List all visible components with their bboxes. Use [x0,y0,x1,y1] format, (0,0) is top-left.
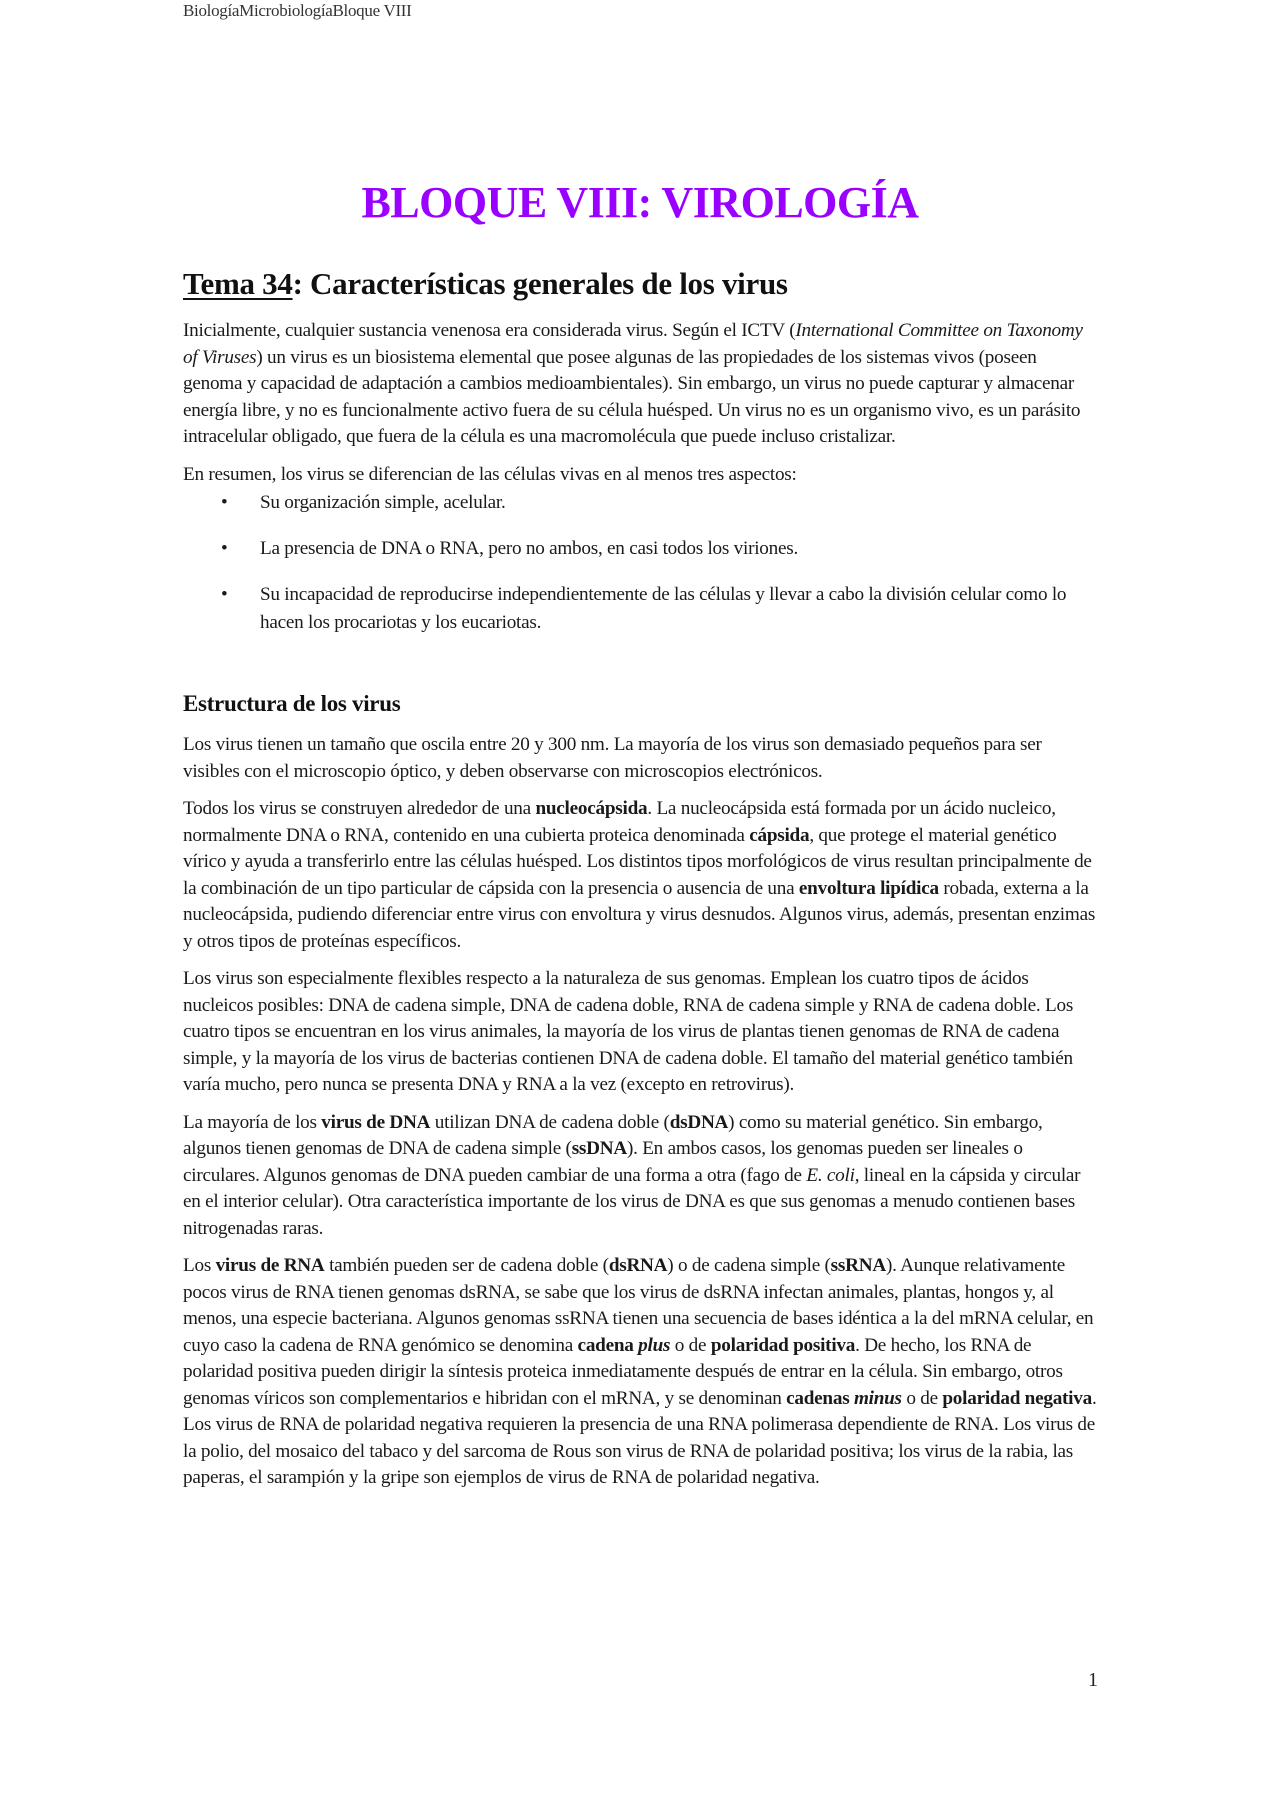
paragraph-rna-viruses: Los virus de RNA también pueden ser de cadena doble (dsRNA) o de cadena simple (ssRNA). Aunque relativamente pocos virus de RNA tienen genomas dsRNA, se sabe que los virus de dsRNA infectan animales, plantas, hongos y, al menos, una especie bacteriana. Algunos genomas ssRNA tienen una secuencia de bases idéntica a la del mRNA celular, en cuyo caso la cadena de RNA genómico se denomina cadena plus o de polaridad positiva. De hecho, los RNA de polaridad positiva pueden dirigir la síntesis proteica inmediatamente después de entrar en la célula. Sin embargo, otros genomas víricos son complementarios e hibridan con el mRNA, y se denominan cadenas minus o de polaridad negativa. Los virus de RNA de polaridad negativa requieren la presencia de una RNA polimerasa dependiente de RNA. Los virus de la polio, del mosaico del tabaco y del sarcoma de Rous son virus de RNA de polaridad positiva; los virus de la rabia, las paperas, el sarampión y la gripe son ejemplos de virus de RNA de polaridad negativa. [183,1255,1097,1488]
list-item [183,489,1098,517]
list-item [183,535,1098,563]
bold-term: polaridad positiva [710,1334,856,1356]
bold-term: minus [853,1387,902,1409]
document-title: BLOQUE VIII: VIROLOGÍA [361,178,919,228]
bold-term: ssDNA [571,1138,627,1159]
list-item [183,581,1098,637]
tema-title: : Características generales de los virus [292,266,788,301]
bold-term: cápsida [749,824,810,846]
italic-text: International Committee on Taxonomy of Viruses [183,320,1083,368]
section-heading: Estructura de los virus [183,691,401,716]
bold-term: polaridad negativa [942,1387,1092,1409]
running-header: BiologíaMicrobiologíaBloque VIII [183,1,412,20]
list-item-text: La presencia de DNA o RNA, pero no ambos, en casi todos los viriones. [260,538,799,559]
bold-term: envoltura lipídica [798,877,939,899]
bold-term: plus [638,1334,671,1356]
paragraph-size: Los virus tienen un tamaño que oscila entre 20 y 300 nm. La mayoría de los virus son demasiado pequeños para ser visibles con el microscopio óptico, y deben observarse con microscopios electrónicos. [183,734,1042,782]
aspects-list [183,489,1098,637]
bold-term: cadena [577,1334,639,1356]
bold-term: cadenas [786,1387,854,1409]
intro-paragraph: Inicialmente, cualquier sustancia venenosa era considerada virus. Según el ICTV (International Committee on Taxonomy of Viruses) un virus es un biosistema elemental que posee algunas de las propiedades de los sistemas vivos (poseen genoma y capacidad de adaptación a cambios medioambientales). Sin embargo, un virus no puede capturar y almacenar energía libre, y no es funcionalmente activo fuera de su célula huésped. Un virus no es un organismo vivo, es un parásito intracelular obligado, que fuera de la célula es una macromolécula que puede incluso cristalizar. [183,320,1083,447]
bold-term: virus de DNA [321,1111,431,1133]
page-number: 1 [1088,1669,1098,1691]
bullet-icon: • [221,584,228,605]
bold-term: dsRNA [608,1255,668,1276]
bold-term: ssRNA [830,1255,886,1276]
italic-text: E. coli [806,1164,855,1186]
paragraph-nucleocapsid: Todos los virus se construyen alrededor de una nucleocápsida. La nucleocápsida está formada por un ácido nucleico, normalmente DNA o RNA, contenido en una cubierta proteica denominada cápsida, que protege el material genético vírico y ayuda a transferirlo entre las células huésped. Los distintos tipos morfológicos de virus resultan principalmente de la combinación de un tipo particular de cápsida con la presencia o ausencia de una envoltura lipídica robada, externa a la nucleocápsida, pudiendo diferenciar entre virus con envoltura y virus desnudos. Algunos virus, además, presentan enzimas y otros tipos de proteínas específicos. [183,798,1096,952]
bold-term: nucleocápsida [535,798,648,819]
bullet-icon: • [221,538,228,559]
bullet-icon: • [221,492,228,513]
paragraph-dna-viruses: La mayoría de los virus de DNA utilizan DNA de cadena doble (dsDNA) como su material genético. Sin embargo, algunos tienen genomas de DNA de cadena simple (ssDNA). En ambos casos, los genomas pueden ser lineales o circulares. Algunos genomas de DNA pueden cambiar de una forma a otra (fago de E. coli, lineal en la cápsida y circular en el interior celular). Otra característica importante de los virus de DNA es que sus genomas a menudo contienen bases nitrogenadas raras. [183,1111,1081,1239]
list-item-text: Su organización simple, acelular. [260,492,506,513]
tema-heading [183,264,1098,304]
bold-term: virus de RNA [215,1255,325,1276]
document-body [183,264,1098,1503]
list-item-text: Su incapacidad de reproducirse independientemente de las células y llevar a cabo la división celular como lo hacen los procariotas y los eucariotas. [260,584,1067,633]
paragraph-genomes: Los virus son especialmente flexibles respecto a la naturaleza de sus genomas. Emplean los cuatro tipos de ácidos nucleicos posibles: DNA de cadena simple, DNA de cadena doble, RNA de cadena simple y RNA de cadena doble. Los cuatro tipos se encuentran en los virus animales, la mayoría de los virus de plantas tienen genomas de RNA de cadena simple, y la mayoría de los virus de bacterias contienen DNA de cadena doble. El tamaño del material genético también varía mucho, pero nunca se presenta DNA y RNA a la vez (excepto en retrovirus). [183,968,1074,1095]
summary-intro: En resumen, los virus se diferencian de las células vivas en al menos tres aspectos: [183,463,797,485]
tema-number: Tema 34 [183,266,293,301]
bold-term: dsDNA [669,1111,729,1133]
